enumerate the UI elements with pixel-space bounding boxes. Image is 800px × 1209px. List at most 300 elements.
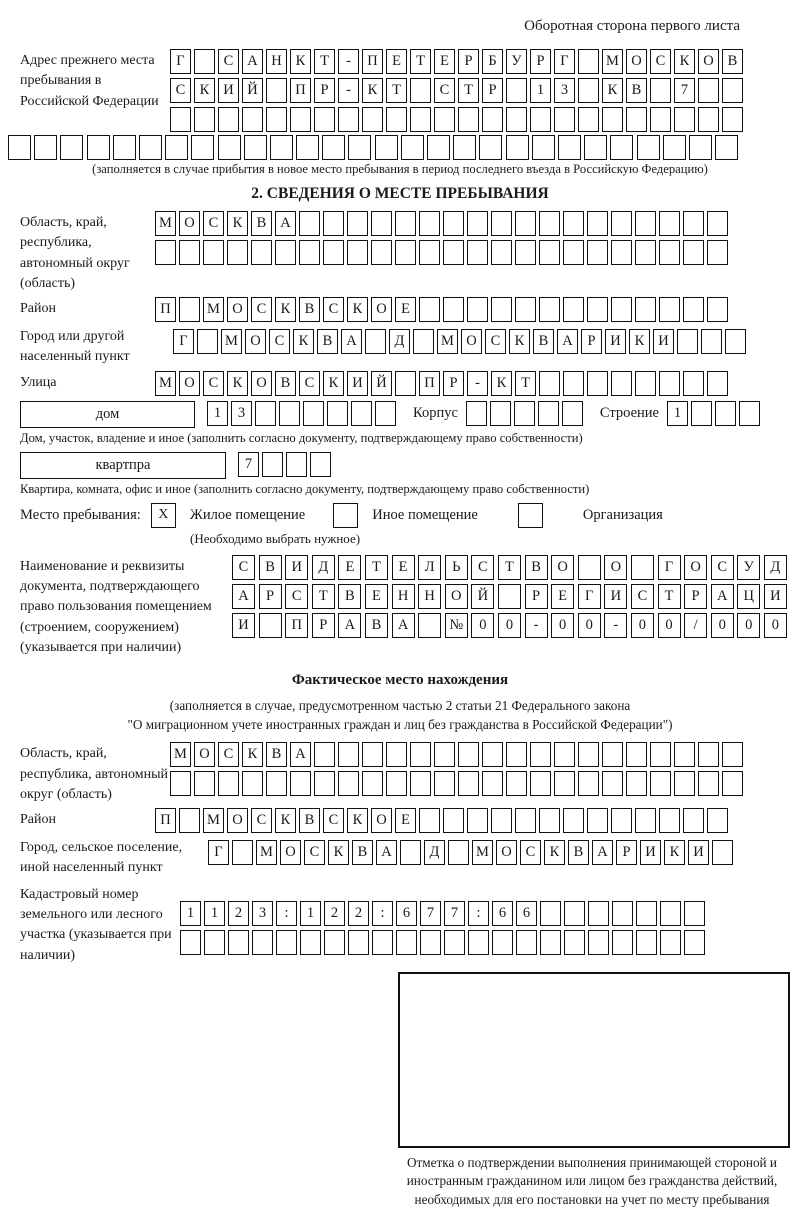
char-cell[interactable] xyxy=(458,107,479,132)
char-cell[interactable] xyxy=(650,78,671,103)
char-cell[interactable] xyxy=(8,135,31,160)
char-cell[interactable] xyxy=(722,742,743,767)
char-cell[interactable]: Р xyxy=(458,49,479,74)
char-cell[interactable] xyxy=(539,211,560,236)
char-cell[interactable] xyxy=(506,771,527,796)
char-cell[interactable]: С xyxy=(269,329,290,354)
char-cell[interactable]: О xyxy=(604,555,627,580)
char-cell[interactable]: О xyxy=(280,840,301,865)
char-cell[interactable] xyxy=(170,107,191,132)
char-cell[interactable] xyxy=(244,135,267,160)
char-cell[interactable]: 6 xyxy=(492,901,513,926)
char-cell[interactable] xyxy=(554,771,575,796)
char-cell[interactable] xyxy=(179,808,200,833)
char-cell[interactable] xyxy=(626,742,647,767)
char-cell[interactable] xyxy=(351,401,372,426)
char-cell[interactable]: 7 xyxy=(674,78,695,103)
char-cell[interactable]: П xyxy=(155,808,176,833)
char-cell[interactable] xyxy=(587,240,608,265)
char-cell[interactable] xyxy=(506,742,527,767)
char-cell[interactable]: К xyxy=(347,808,368,833)
char-cell[interactable] xyxy=(587,371,608,396)
char-cell[interactable]: О xyxy=(684,555,707,580)
char-cell[interactable]: Н xyxy=(266,49,287,74)
char-cell[interactable] xyxy=(492,930,513,955)
char-cell[interactable] xyxy=(395,211,416,236)
char-cell[interactable]: О xyxy=(179,211,200,236)
char-cell[interactable] xyxy=(228,930,249,955)
char-cell[interactable] xyxy=(338,742,359,767)
char-cell[interactable] xyxy=(612,901,633,926)
char-cell[interactable]: О xyxy=(496,840,517,865)
char-cell[interactable]: К xyxy=(227,211,248,236)
char-cell[interactable] xyxy=(218,135,241,160)
char-cell[interactable]: С xyxy=(485,329,506,354)
char-cell[interactable] xyxy=(611,808,632,833)
char-cell[interactable] xyxy=(698,742,719,767)
char-cell[interactable]: И xyxy=(764,584,787,609)
char-cell[interactable] xyxy=(338,107,359,132)
char-cell[interactable]: : xyxy=(468,901,489,926)
char-cell[interactable]: 7 xyxy=(238,452,259,477)
char-cell[interactable] xyxy=(262,452,283,477)
char-cell[interactable]: Е xyxy=(434,49,455,74)
char-cell[interactable]: 1 xyxy=(180,901,201,926)
char-cell[interactable] xyxy=(87,135,110,160)
char-cell[interactable] xyxy=(420,930,441,955)
char-cell[interactable]: С xyxy=(471,555,494,580)
char-cell[interactable] xyxy=(491,297,512,322)
char-cell[interactable] xyxy=(683,211,704,236)
char-cell[interactable] xyxy=(674,107,695,132)
char-cell[interactable] xyxy=(434,771,455,796)
char-cell[interactable]: В xyxy=(251,211,272,236)
char-cell[interactable] xyxy=(179,240,200,265)
char-cell[interactable] xyxy=(626,771,647,796)
char-cell[interactable] xyxy=(155,240,176,265)
char-cell[interactable]: А xyxy=(592,840,613,865)
char-cell[interactable] xyxy=(458,771,479,796)
char-cell[interactable] xyxy=(635,240,656,265)
char-cell[interactable] xyxy=(401,135,424,160)
char-cell[interactable] xyxy=(554,107,575,132)
char-cell[interactable] xyxy=(712,840,733,865)
char-cell[interactable] xyxy=(698,107,719,132)
char-cell[interactable] xyxy=(218,771,239,796)
char-cell[interactable]: 0 xyxy=(471,613,494,638)
char-cell[interactable]: И xyxy=(688,840,709,865)
char-cell[interactable] xyxy=(194,49,215,74)
char-cell[interactable]: Д xyxy=(389,329,410,354)
char-cell[interactable] xyxy=(165,135,188,160)
char-cell[interactable]: К xyxy=(275,808,296,833)
char-cell[interactable]: С xyxy=(170,78,191,103)
char-cell[interactable] xyxy=(506,78,527,103)
char-cell[interactable] xyxy=(191,135,214,160)
char-cell[interactable]: О xyxy=(445,584,468,609)
char-cell[interactable] xyxy=(60,135,83,160)
char-cell[interactable]: М xyxy=(203,297,224,322)
char-cell[interactable] xyxy=(659,211,680,236)
char-cell[interactable]: Д xyxy=(764,555,787,580)
char-cell[interactable] xyxy=(410,771,431,796)
char-cell[interactable] xyxy=(266,78,287,103)
char-cell[interactable] xyxy=(689,135,712,160)
char-cell[interactable]: : xyxy=(276,901,297,926)
char-cell[interactable] xyxy=(400,840,421,865)
char-cell[interactable] xyxy=(419,297,440,322)
char-cell[interactable] xyxy=(635,297,656,322)
char-cell[interactable] xyxy=(362,742,383,767)
char-cell[interactable]: А xyxy=(232,584,255,609)
char-cell[interactable]: О xyxy=(245,329,266,354)
char-cell[interactable] xyxy=(506,135,529,160)
char-cell[interactable]: Т xyxy=(498,555,521,580)
char-cell[interactable]: Е xyxy=(338,555,361,580)
char-cell[interactable]: А xyxy=(557,329,578,354)
char-cell[interactable]: И xyxy=(218,78,239,103)
char-cell[interactable]: А xyxy=(275,211,296,236)
char-cell[interactable]: 0 xyxy=(764,613,787,638)
char-cell[interactable]: С xyxy=(232,555,255,580)
char-cell[interactable] xyxy=(467,240,488,265)
char-cell[interactable]: С xyxy=(631,584,654,609)
char-cell[interactable]: К xyxy=(293,329,314,354)
char-cell[interactable] xyxy=(443,211,464,236)
char-cell[interactable] xyxy=(663,135,686,160)
char-cell[interactable] xyxy=(674,742,695,767)
char-cell[interactable] xyxy=(587,808,608,833)
char-cell[interactable] xyxy=(722,771,743,796)
char-cell[interactable] xyxy=(266,771,287,796)
char-cell[interactable]: А xyxy=(341,329,362,354)
char-cell[interactable]: О xyxy=(626,49,647,74)
char-cell[interactable]: П xyxy=(362,49,383,74)
char-cell[interactable]: В xyxy=(299,297,320,322)
char-cell[interactable]: М xyxy=(256,840,277,865)
char-cell[interactable] xyxy=(197,329,218,354)
char-cell[interactable] xyxy=(691,401,712,426)
char-cell[interactable] xyxy=(347,240,368,265)
char-cell[interactable] xyxy=(458,742,479,767)
char-cell[interactable]: С xyxy=(218,742,239,767)
char-cell[interactable]: 0 xyxy=(711,613,734,638)
char-cell[interactable]: 1 xyxy=(300,901,321,926)
char-cell[interactable] xyxy=(631,555,654,580)
char-cell[interactable] xyxy=(227,240,248,265)
char-cell[interactable] xyxy=(286,452,307,477)
char-cell[interactable] xyxy=(434,742,455,767)
char-cell[interactable] xyxy=(677,329,698,354)
char-cell[interactable]: К xyxy=(323,371,344,396)
char-cell[interactable]: Й xyxy=(242,78,263,103)
char-cell[interactable] xyxy=(725,329,746,354)
char-cell[interactable] xyxy=(290,771,311,796)
char-cell[interactable]: К xyxy=(227,371,248,396)
char-cell[interactable] xyxy=(578,49,599,74)
char-cell[interactable]: П xyxy=(419,371,440,396)
char-cell[interactable] xyxy=(516,930,537,955)
char-cell[interactable]: - xyxy=(338,78,359,103)
char-cell[interactable]: А xyxy=(338,613,361,638)
char-cell[interactable]: 2 xyxy=(348,901,369,926)
char-cell[interactable] xyxy=(323,240,344,265)
char-cell[interactable]: 0 xyxy=(578,613,601,638)
char-cell[interactable]: С xyxy=(434,78,455,103)
char-cell[interactable] xyxy=(563,297,584,322)
char-cell[interactable]: 7 xyxy=(444,901,465,926)
char-cell[interactable]: Е xyxy=(365,584,388,609)
char-cell[interactable] xyxy=(563,211,584,236)
char-cell[interactable] xyxy=(515,240,536,265)
char-cell[interactable] xyxy=(515,211,536,236)
char-cell[interactable] xyxy=(444,930,465,955)
char-cell[interactable]: Р xyxy=(616,840,637,865)
char-cell[interactable] xyxy=(410,742,431,767)
char-cell[interactable]: Г xyxy=(578,584,601,609)
char-cell[interactable] xyxy=(650,742,671,767)
char-cell[interactable]: А xyxy=(392,613,415,638)
char-cell[interactable]: Д xyxy=(312,555,335,580)
char-cell[interactable]: В xyxy=(626,78,647,103)
char-cell[interactable]: К xyxy=(602,78,623,103)
char-cell[interactable]: Е xyxy=(395,297,416,322)
char-cell[interactable] xyxy=(707,240,728,265)
char-cell[interactable]: Т xyxy=(312,584,335,609)
char-cell[interactable] xyxy=(514,401,535,426)
char-cell[interactable] xyxy=(170,771,191,796)
char-cell[interactable]: П xyxy=(285,613,308,638)
char-cell[interactable]: И xyxy=(605,329,626,354)
char-cell[interactable]: Р xyxy=(684,584,707,609)
char-cell[interactable] xyxy=(683,808,704,833)
char-cell[interactable] xyxy=(558,135,581,160)
char-cell[interactable]: В xyxy=(525,555,548,580)
char-cell[interactable]: Е xyxy=(386,49,407,74)
char-cell[interactable]: Е xyxy=(395,808,416,833)
char-cell[interactable] xyxy=(707,371,728,396)
char-cell[interactable] xyxy=(530,771,551,796)
char-cell[interactable]: А xyxy=(376,840,397,865)
char-cell[interactable] xyxy=(611,371,632,396)
char-cell[interactable]: Б xyxy=(482,49,503,74)
char-cell[interactable] xyxy=(515,808,536,833)
char-cell[interactable] xyxy=(467,808,488,833)
char-cell[interactable]: Т xyxy=(386,78,407,103)
char-cell[interactable]: В xyxy=(568,840,589,865)
char-cell[interactable] xyxy=(434,107,455,132)
char-cell[interactable] xyxy=(563,371,584,396)
char-cell[interactable]: И xyxy=(347,371,368,396)
char-cell[interactable] xyxy=(722,78,743,103)
char-cell[interactable] xyxy=(660,930,681,955)
char-cell[interactable] xyxy=(232,840,253,865)
char-cell[interactable] xyxy=(626,107,647,132)
char-cell[interactable] xyxy=(659,808,680,833)
char-cell[interactable]: М xyxy=(203,808,224,833)
char-cell[interactable]: Р xyxy=(259,584,282,609)
char-cell[interactable]: Й xyxy=(371,371,392,396)
char-cell[interactable]: Т xyxy=(410,49,431,74)
char-cell[interactable] xyxy=(371,240,392,265)
char-cell[interactable]: С xyxy=(285,584,308,609)
char-cell[interactable] xyxy=(701,329,722,354)
char-cell[interactable]: Т xyxy=(515,371,536,396)
char-cell[interactable] xyxy=(683,240,704,265)
char-cell[interactable] xyxy=(204,930,225,955)
char-cell[interactable] xyxy=(578,107,599,132)
char-cell[interactable] xyxy=(299,211,320,236)
char-cell[interactable] xyxy=(683,371,704,396)
char-cell[interactable] xyxy=(660,901,681,926)
char-cell[interactable] xyxy=(251,240,272,265)
char-cell[interactable]: Е xyxy=(392,555,415,580)
char-cell[interactable] xyxy=(467,211,488,236)
char-cell[interactable]: С xyxy=(251,297,272,322)
char-cell[interactable]: 6 xyxy=(516,901,537,926)
char-cell[interactable] xyxy=(611,211,632,236)
char-cell[interactable] xyxy=(491,211,512,236)
char-cell[interactable]: М xyxy=(170,742,191,767)
char-cell[interactable] xyxy=(218,107,239,132)
char-cell[interactable]: И xyxy=(653,329,674,354)
char-cell[interactable] xyxy=(588,930,609,955)
char-cell[interactable]: С xyxy=(251,808,272,833)
char-cell[interactable]: - xyxy=(604,613,627,638)
char-cell[interactable] xyxy=(482,107,503,132)
char-cell[interactable] xyxy=(34,135,57,160)
char-cell[interactable] xyxy=(427,135,450,160)
char-cell[interactable]: Л xyxy=(418,555,441,580)
char-cell[interactable] xyxy=(410,107,431,132)
char-cell[interactable] xyxy=(602,771,623,796)
char-cell[interactable] xyxy=(453,135,476,160)
char-cell[interactable]: В xyxy=(533,329,554,354)
char-cell[interactable]: А xyxy=(711,584,734,609)
char-cell[interactable] xyxy=(610,135,633,160)
char-cell[interactable]: С xyxy=(304,840,325,865)
char-cell[interactable]: Г xyxy=(554,49,575,74)
char-cell[interactable]: С xyxy=(711,555,734,580)
char-cell[interactable] xyxy=(539,808,560,833)
char-cell[interactable] xyxy=(707,297,728,322)
char-cell[interactable]: К xyxy=(194,78,215,103)
char-cell[interactable]: С xyxy=(650,49,671,74)
char-cell[interactable] xyxy=(674,771,695,796)
char-cell[interactable] xyxy=(650,107,671,132)
char-cell[interactable]: М xyxy=(437,329,458,354)
char-cell[interactable]: О xyxy=(251,371,272,396)
char-cell[interactable] xyxy=(479,135,502,160)
char-cell[interactable]: Т xyxy=(365,555,388,580)
char-cell[interactable] xyxy=(386,107,407,132)
char-cell[interactable] xyxy=(707,211,728,236)
char-cell[interactable]: А xyxy=(290,742,311,767)
char-cell[interactable] xyxy=(540,930,561,955)
char-cell[interactable] xyxy=(203,240,224,265)
char-cell[interactable] xyxy=(396,930,417,955)
char-cell[interactable] xyxy=(635,808,656,833)
char-cell[interactable]: О xyxy=(194,742,215,767)
stay-type-checkbox-residential[interactable]: X xyxy=(151,503,176,528)
char-cell[interactable]: 1 xyxy=(667,401,688,426)
char-cell[interactable]: К xyxy=(491,371,512,396)
char-cell[interactable] xyxy=(578,78,599,103)
char-cell[interactable] xyxy=(611,240,632,265)
char-cell[interactable]: К xyxy=(242,742,263,767)
char-cell[interactable]: Р xyxy=(581,329,602,354)
char-cell[interactable]: В xyxy=(275,371,296,396)
char-cell[interactable] xyxy=(636,930,657,955)
char-cell[interactable] xyxy=(659,371,680,396)
char-cell[interactable] xyxy=(684,901,705,926)
char-cell[interactable]: И xyxy=(640,840,661,865)
char-cell[interactable]: В xyxy=(317,329,338,354)
char-cell[interactable]: 0 xyxy=(737,613,760,638)
char-cell[interactable] xyxy=(242,771,263,796)
char-cell[interactable] xyxy=(314,771,335,796)
char-cell[interactable]: 1 xyxy=(207,401,228,426)
char-cell[interactable]: 0 xyxy=(658,613,681,638)
char-cell[interactable]: : xyxy=(372,901,393,926)
char-cell[interactable]: В xyxy=(365,613,388,638)
char-cell[interactable] xyxy=(715,135,738,160)
char-cell[interactable] xyxy=(563,808,584,833)
char-cell[interactable] xyxy=(532,135,555,160)
char-cell[interactable] xyxy=(588,901,609,926)
char-cell[interactable] xyxy=(564,901,585,926)
char-cell[interactable]: Т xyxy=(458,78,479,103)
char-cell[interactable] xyxy=(242,107,263,132)
char-cell[interactable] xyxy=(538,401,559,426)
char-cell[interactable] xyxy=(684,930,705,955)
char-cell[interactable]: Г xyxy=(170,49,191,74)
char-cell[interactable] xyxy=(659,240,680,265)
char-cell[interactable]: О xyxy=(698,49,719,74)
char-cell[interactable] xyxy=(327,401,348,426)
char-cell[interactable] xyxy=(255,401,276,426)
char-cell[interactable] xyxy=(554,742,575,767)
char-cell[interactable] xyxy=(139,135,162,160)
char-cell[interactable]: Р xyxy=(525,584,548,609)
char-cell[interactable] xyxy=(194,771,215,796)
char-cell[interactable] xyxy=(310,452,331,477)
char-cell[interactable]: С xyxy=(323,297,344,322)
char-cell[interactable] xyxy=(443,297,464,322)
char-cell[interactable] xyxy=(498,584,521,609)
char-cell[interactable] xyxy=(635,371,656,396)
char-cell[interactable] xyxy=(375,135,398,160)
char-cell[interactable]: - xyxy=(467,371,488,396)
char-cell[interactable]: Е xyxy=(551,584,574,609)
char-cell[interactable] xyxy=(468,930,489,955)
char-cell[interactable] xyxy=(587,297,608,322)
char-cell[interactable] xyxy=(179,297,200,322)
char-cell[interactable] xyxy=(443,808,464,833)
char-cell[interactable] xyxy=(419,808,440,833)
char-cell[interactable] xyxy=(715,401,736,426)
char-cell[interactable] xyxy=(410,78,431,103)
char-cell[interactable]: К xyxy=(674,49,695,74)
char-cell[interactable]: Т xyxy=(314,49,335,74)
char-cell[interactable]: О xyxy=(227,297,248,322)
char-cell[interactable] xyxy=(375,401,396,426)
char-cell[interactable] xyxy=(362,107,383,132)
char-cell[interactable] xyxy=(515,297,536,322)
char-cell[interactable] xyxy=(587,211,608,236)
char-cell[interactable]: К xyxy=(664,840,685,865)
char-cell[interactable]: К xyxy=(509,329,530,354)
